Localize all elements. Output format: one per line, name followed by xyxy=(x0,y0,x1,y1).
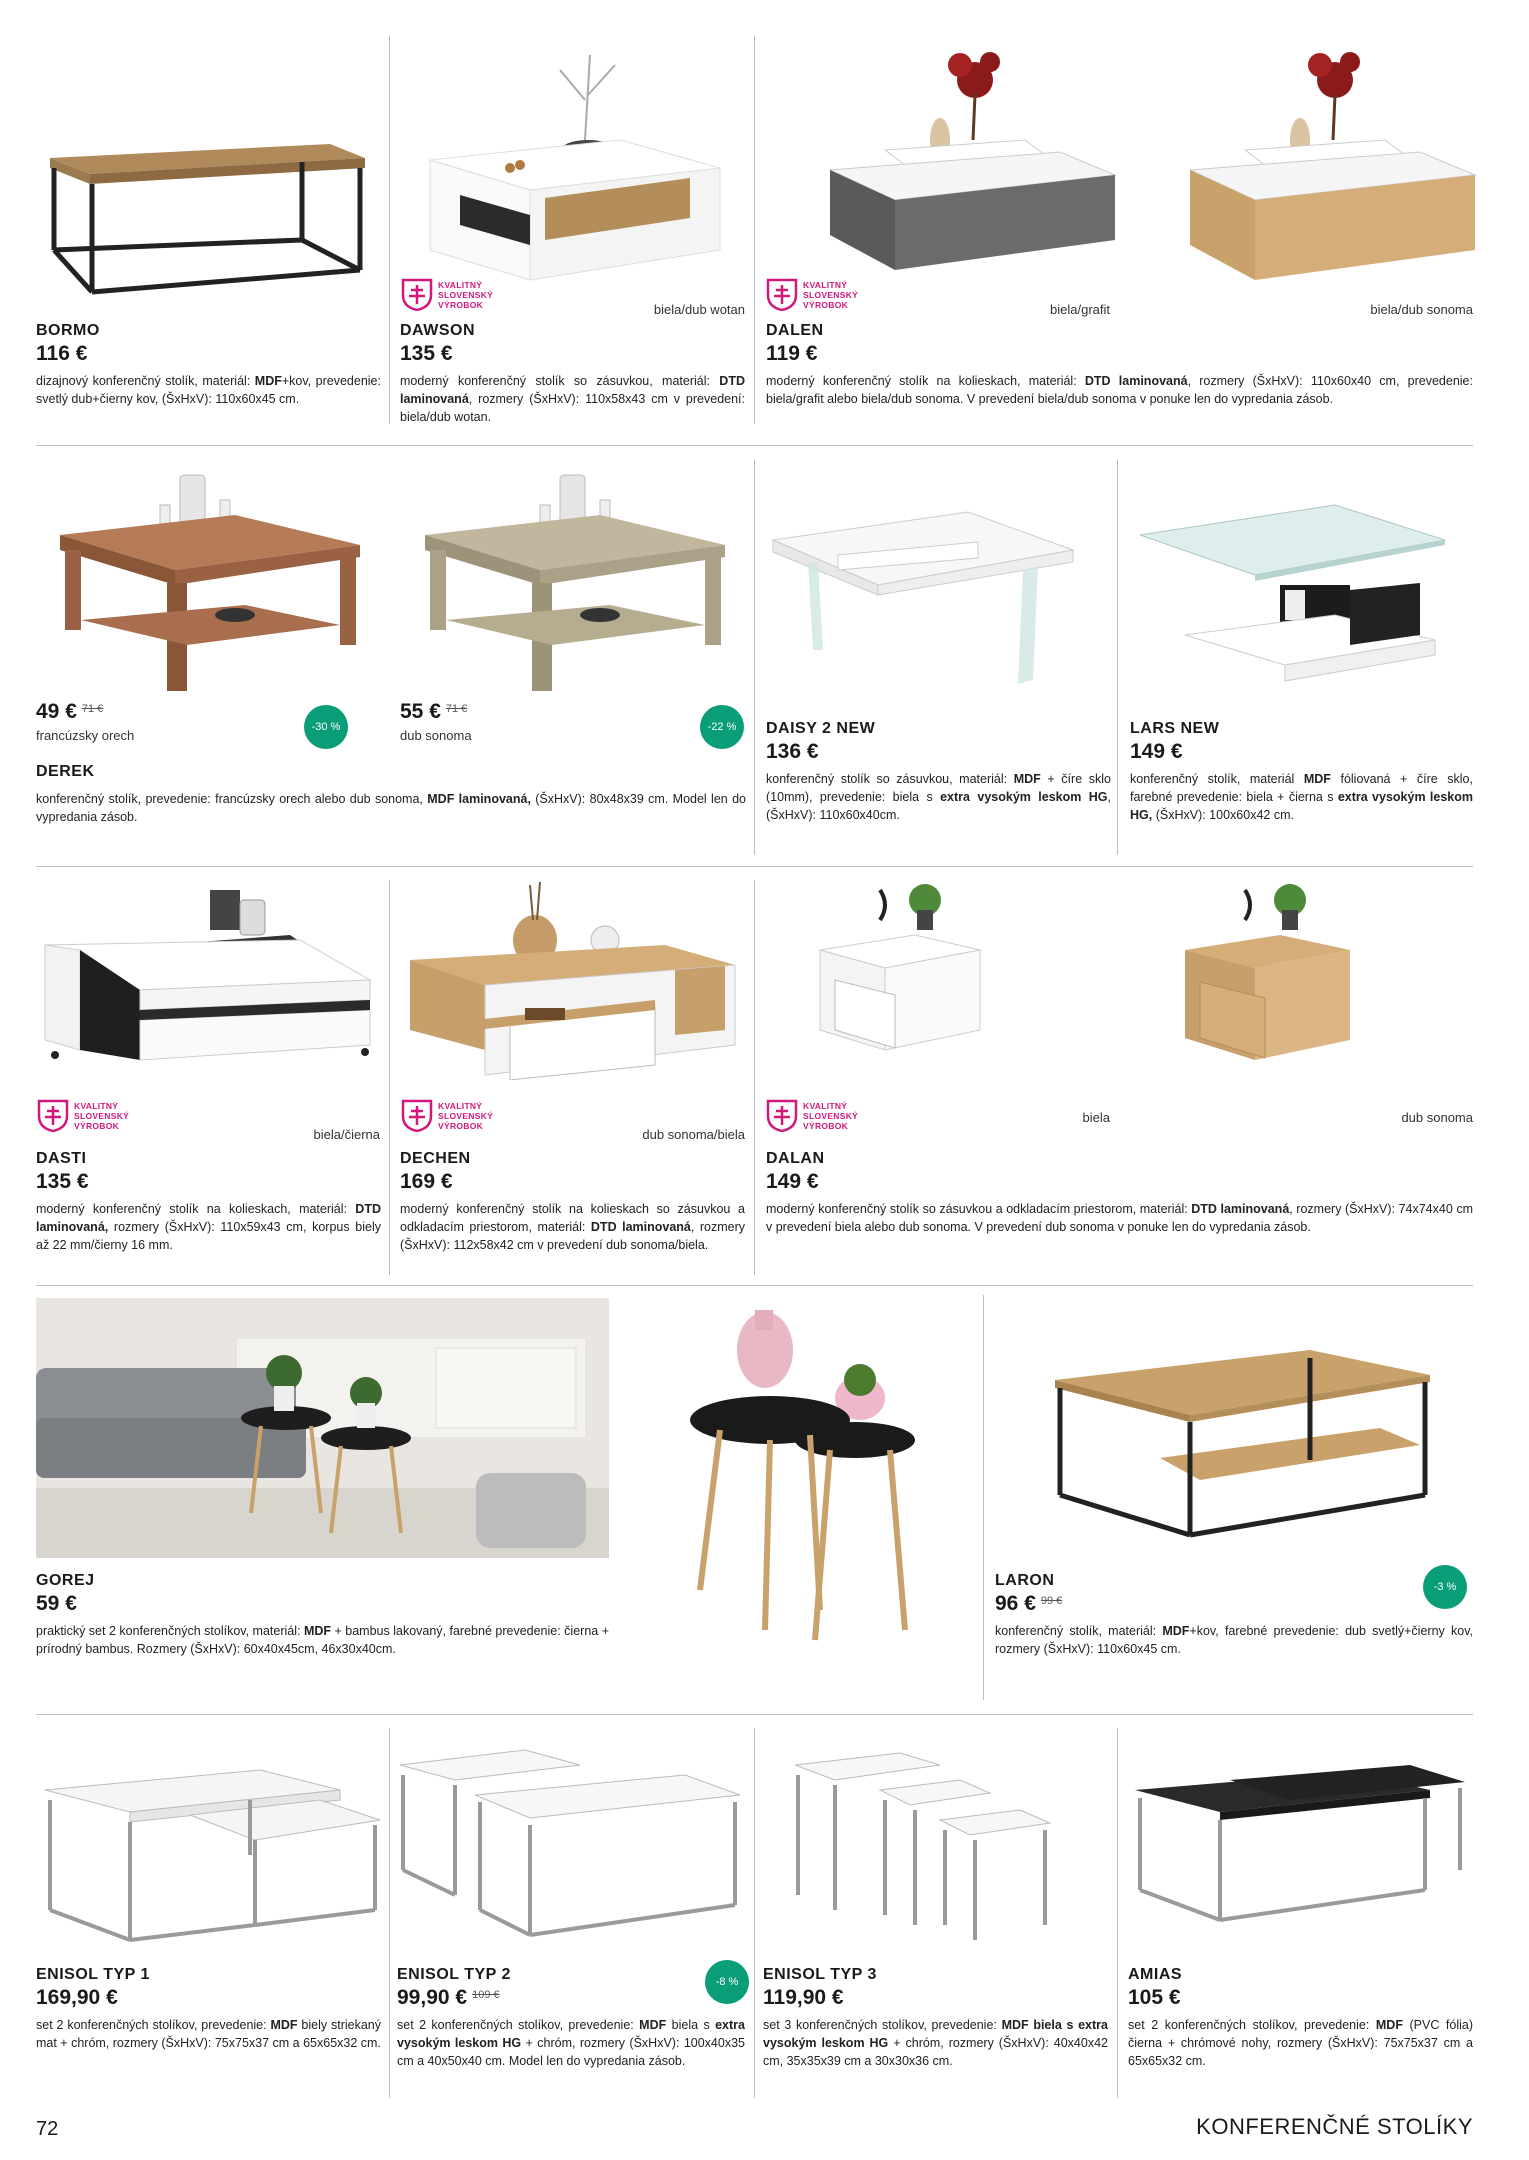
variant-label: dub sonoma/biela xyxy=(642,1127,745,1142)
product-name: DEREK xyxy=(36,763,95,780)
variant-label: francúzsky orech xyxy=(36,728,135,743)
variant-label: biela xyxy=(1082,1110,1110,1125)
discount-badge: -3 % xyxy=(1423,1565,1467,1609)
product-description: set 2 konferenčných stolíkov, prevedenie: MDF biely striekaný mat + chróm, rozmery (ŠxHxV): 75x75x37 cm a 65x65x32 cm. xyxy=(36,2018,381,2050)
product-description: konferenčný stolík so zásuvkou, materiál: MDF + číre sklo (10mm), prevedenie: biela s extra vysokým leskom HG, (ŠxHxV): 110x60x40cm. xyxy=(766,772,1112,822)
variant-label: biela/dub sonoma xyxy=(1370,302,1473,317)
product-description: set 3 konferenčných stolíkov, prevedenie: MDF biela s extra vysokým leskom HG + chróm, rozmery (ŠxHxV): 40x40x42 cm, 35x35x39 cm a 30x30x36 cm. xyxy=(763,2018,1108,2068)
product-name: BORMO xyxy=(36,322,100,339)
product-description: moderný konferenčný stolík so zásuvkou, materiál: DTD laminovaná, rozmery (ŠxHxV): 110x58x43 cm v prevedení: biela/dub wotan. xyxy=(400,374,745,424)
amias-table-image xyxy=(1130,1760,1470,1940)
badge-text: KVALITNÝ xyxy=(438,280,483,290)
lars-table-image xyxy=(1135,495,1455,695)
product-description: konferenčný stolík, materiál MDF fóliovaná + číre sklo, farebné prevedenie: biela + čierna s extra vysokým leskom HG, (ŠxHxV): 100x60x42 cm. xyxy=(1130,772,1473,822)
old-price: 99 € xyxy=(1040,1595,1063,1607)
product-price: 149 € xyxy=(766,1170,819,1193)
product-name: DALEN xyxy=(766,322,824,339)
badge-text: VÝROBOK xyxy=(74,1121,120,1131)
product-price: 169,90 € xyxy=(36,1986,118,2009)
product-price: 119,90 € xyxy=(763,1986,844,2009)
daisy-table-image xyxy=(768,500,1078,690)
laron-table-image xyxy=(1050,1330,1450,1550)
variant-label: biela/dub wotan xyxy=(653,302,745,317)
variant-label: biela/grafit xyxy=(1050,302,1110,317)
product-description: moderný konferenčný stolík so zásuvkou a odkladacím priestorom, materiál: DTD laminovaná, rozmery (ŠxHxV): 74x74x40 cm v prevedení biela alebo dub sonoma. V prevedení dub sonoma v ponuke len do vypredania zásob. xyxy=(766,1202,1473,1234)
dalen-table-image-grafit xyxy=(825,40,1125,270)
product-name: DALAN xyxy=(766,1150,825,1167)
product-description: moderný konferenčný stolík na kolieskach, materiál: DTD laminovaná, rozmery (ŠxHxV): 110x60x40 cm, prevedenie: biela/grafit alebo biela/dub sonoma. V prevedení biela/dub sonoma v ponuke len do vypredania zásob. xyxy=(766,374,1473,406)
badge-text: SLOVENSKÝ xyxy=(438,1111,494,1121)
column-divider xyxy=(754,1728,755,2098)
product-description: dizajnový konferenčný stolík, materiál: MDF+kov, prevedenie: svetlý dub+čierny kov, (ŠxHxV): 110x60x45 cm. xyxy=(36,374,381,406)
product-name: ENISOL TYP 1 xyxy=(36,1966,150,1983)
product-price: 149 € xyxy=(1130,740,1183,763)
product-name: ENISOL TYP 2 xyxy=(397,1966,511,1983)
badge-text: KVALITNÝ xyxy=(803,280,848,290)
badge-text: VÝROBOK xyxy=(803,1121,849,1131)
product-name: LARS NEW xyxy=(1130,720,1220,737)
enisol1-table-image xyxy=(40,1760,385,1950)
variant-label: biela/čierna xyxy=(313,1127,380,1142)
column-divider xyxy=(983,1295,984,1700)
bormo-table-image xyxy=(40,130,370,300)
product-name: ENISOL TYP 3 xyxy=(763,1966,877,1983)
product-description: moderný konferenčný stolík na kolieskach so zásuvkou a odkladacím priestorom, materiál: DTD laminovaná, rozmery (ŠxHxV): 112x58x42 cm v prevedení dub sonoma/biela. xyxy=(400,1202,746,1252)
product-name: GOREJ xyxy=(36,1572,95,1589)
enisol3-table-image xyxy=(790,1745,1090,1945)
dechen-table-image xyxy=(405,870,745,1080)
quality-badge xyxy=(400,277,520,317)
product-price: 55 € $^{71 €}$ xyxy=(400,700,468,723)
row-divider xyxy=(36,1714,1473,1715)
product-price: 119 € xyxy=(766,342,818,365)
product-description: praktický set 2 konferenčných stolíkov, materiál: MDF + bambus lakovaný, farebné prevedenie: čierna + prírodný bambus. Rozmery (ŠxHxV): 60x40x45cm, 46x30x40cm. xyxy=(36,1624,609,1656)
badge-text: KVALITNÝ xyxy=(438,1101,483,1111)
badge-text: SLOVENSKÝ xyxy=(438,290,494,300)
badge-text: VÝROBOK xyxy=(803,300,849,310)
product-name: DECHEN xyxy=(400,1150,471,1167)
column-divider xyxy=(389,880,390,1275)
product-name: DAISY 2 NEW xyxy=(766,720,876,737)
page-number: 72 xyxy=(36,2118,59,2140)
badge-text: SLOVENSKÝ xyxy=(74,1111,130,1121)
product-name: DAWSON xyxy=(400,322,475,339)
product-name: DASTI xyxy=(36,1150,87,1167)
dalan-table-image-white xyxy=(815,870,985,1090)
product-description: konferenčný stolík, prevedenie: francúzsky orech alebo dub sonoma, MDF laminovaná, (ŠxHxV): 80x48x39 cm. Model len do vypredania zásob. xyxy=(36,792,746,824)
product-price: 116 € xyxy=(36,342,88,365)
quality-badge xyxy=(765,277,885,317)
variant-label: dub sonoma xyxy=(1401,1110,1473,1125)
row-divider xyxy=(36,866,1473,867)
badge-text: KVALITNÝ xyxy=(74,1101,119,1111)
dasti-table-image xyxy=(40,870,380,1070)
old-price: 109 € xyxy=(472,1989,500,2001)
enisol2-table-image xyxy=(395,1740,745,1940)
old-price: 71 € xyxy=(81,703,104,715)
old-price: 71 € xyxy=(445,703,468,715)
derek-table-image-sonoma xyxy=(420,455,740,695)
column-divider xyxy=(389,1728,390,2098)
column-divider xyxy=(1117,1728,1118,2098)
product-price: 136 € xyxy=(766,740,819,763)
product-price: 135 € xyxy=(400,342,453,365)
derek-table-image-walnut xyxy=(55,455,375,695)
badge-text: VÝROBOK xyxy=(438,300,484,310)
column-divider xyxy=(754,460,755,855)
product-price: 105 € xyxy=(1128,1986,1181,2009)
column-divider xyxy=(754,36,755,424)
quality-badge xyxy=(400,1098,520,1138)
variant-label: dub sonoma xyxy=(400,728,472,743)
product-price: 49 € $^{71 €}$ xyxy=(36,700,104,723)
product-price: 96 € $^{99 €}$ xyxy=(995,1592,1063,1615)
row-divider xyxy=(36,445,1473,446)
dawson-table-image xyxy=(420,40,740,290)
product-description: set 2 konferenčných stolíkov, prevedenie: MDF (PVC fólia) čierna + chrómové nohy, rozmery (ŠxHxV): 75x75x37 cm a 65x65x32 cm. xyxy=(1128,2018,1473,2068)
column-divider xyxy=(754,880,755,1275)
gorej-room-photo xyxy=(36,1298,609,1558)
product-name: LARON xyxy=(995,1572,1055,1589)
product-description: set 2 konferenčných stolíkov, prevedenie: MDF biela s extra vysokým leskom HG + chróm, rozmery (ŠxHxV): 100x40x35 cm a 40x50x40 cm. Model len do vypredania zásob. xyxy=(397,2018,745,2068)
discount-badge: -8 % xyxy=(705,1960,749,2004)
badge-text: KVALITNÝ xyxy=(803,1101,848,1111)
product-price: 99,90 € $^{109 €}$ xyxy=(397,1986,500,2009)
badge-text: SLOVENSKÝ xyxy=(803,1111,859,1121)
product-price: 169 € xyxy=(400,1170,453,1193)
column-divider xyxy=(389,36,390,424)
product-description: konferenčný stolík, materiál: MDF+kov, farebné prevedenie: dub svetlý+čierny kov, rozmery (ŠxHxV): 110x60x45 cm. xyxy=(995,1624,1473,1656)
dalen-table-image-sonoma xyxy=(1185,40,1485,300)
discount-badge: -30 % xyxy=(304,705,348,749)
badge-text: SLOVENSKÝ xyxy=(803,290,859,300)
section-title: KONFERENČNÉ STOLÍKY xyxy=(1196,2114,1473,2139)
column-divider xyxy=(1117,460,1118,855)
gorej-table-image xyxy=(680,1310,920,1650)
dalan-table-image-sonoma xyxy=(1180,870,1360,1100)
quality-badge xyxy=(765,1098,885,1138)
badge-text: VÝROBOK xyxy=(438,1121,484,1131)
product-price: 135 € xyxy=(36,1170,89,1193)
row-divider xyxy=(36,1285,1473,1286)
product-name: AMIAS xyxy=(1128,1966,1183,1983)
product-price: 59 € xyxy=(36,1592,77,1615)
product-description: moderný konferenčný stolík na kolieskach, materiál: DTD laminovaná, rozmery (ŠxHxV): 110x59x43 cm, korpus biely až 22 mm/čierny 16 mm. xyxy=(36,1202,381,1252)
discount-badge: -22 % xyxy=(700,705,744,749)
quality-badge xyxy=(36,1098,156,1138)
